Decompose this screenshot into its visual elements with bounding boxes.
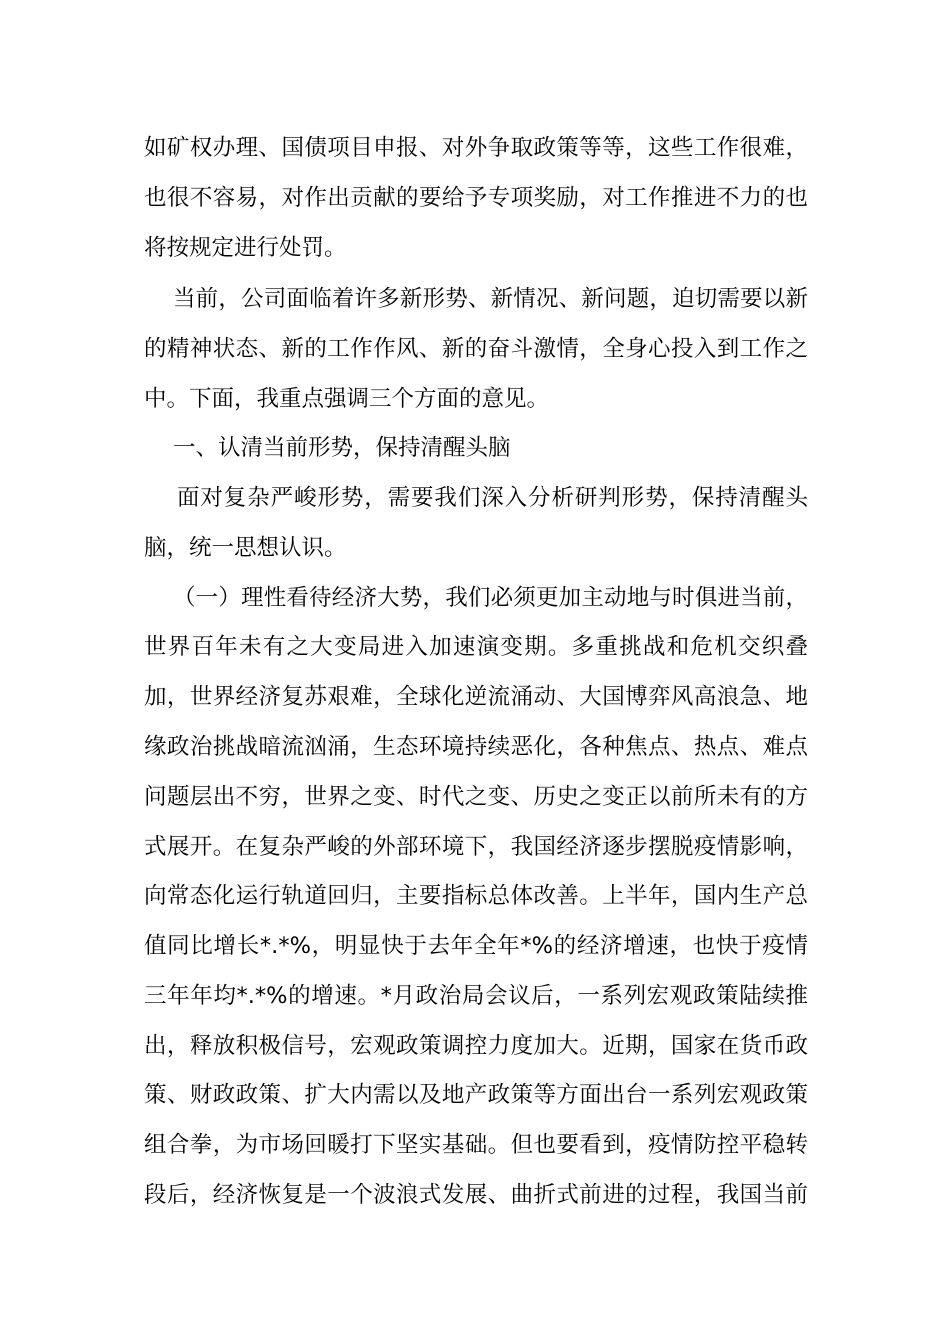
text-line: 面对复杂严峻形势，需要我们深入分析研判形势，保持清醒头 — [177, 485, 808, 511]
text-line: 脑，统一思想认识。 — [144, 535, 347, 561]
text-line: 段后，经济恢复是一个波浪式发展、曲折式前进的过程，我国当前 — [144, 1182, 808, 1208]
text-line: 的精神状态、新的工作作风、新的奋斗激情，全身心投入到工作之 — [144, 336, 808, 362]
text-line: 将按规定进行处罚。 — [144, 235, 347, 261]
text-line: 三年年均*.*%的增速。*月政治局会议后，一系列宏观政策陆续推 — [144, 983, 808, 1009]
text-line: 加，世界经济复苏艰难，全球化逆流涌动、大国博弈风高浪急、地 — [144, 684, 808, 710]
text-line: 问题层出不穷，世界之变、时代之变、历史之变正以前所未有的方 — [144, 784, 808, 810]
text-line: 中。下面，我重点强调三个方面的意见。 — [144, 386, 550, 412]
text-line: 缘政治挑战暗流汹涌，生态环境持续恶化，各种焦点、热点、难点 — [144, 734, 808, 760]
text-line: 组合拳，为市场回暖打下坚实基础。但也要看到，疫情防控平稳转 — [144, 1132, 808, 1158]
text-line: 向常态化运行轨道回归，主要指标总体改善。上半年，国内生产总 — [144, 883, 808, 909]
section-heading: 一、认清当前形势，保持清醒头脑 — [173, 435, 511, 461]
text-line: 式展开。在复杂严峻的外部环境下，我国经济逐步摆脱疫情影响， — [144, 834, 808, 860]
text-line: 如矿权办理、国债项目申报、对外争取政策等等，这些工作很难， — [144, 135, 808, 161]
text-line: 世界百年未有之大变局进入加速演变期。多重挑战和危机交织叠 — [144, 634, 808, 660]
text-line: （一）理性看待经济大势，我们必须更加主动地与时俱进当前， — [173, 585, 808, 611]
text-line: 当前，公司面临着许多新形势、新情况、新问题，迫切需要以新 — [173, 286, 808, 312]
text-line: 也很不容易，对作出贡献的要给予专项奖励，对工作推进不力的也 — [144, 185, 808, 211]
text-line: 策、财政政策、扩大内需以及地产政策等方面出台一系列宏观政策 — [144, 1082, 808, 1108]
text-line: 值同比增长*.*%，明显快于去年全年*%的经济增速，也快于疫情 — [144, 933, 808, 959]
text-line: 出，释放积极信号，宏观政策调控力度加大。近期，国家在货币政 — [144, 1033, 808, 1059]
